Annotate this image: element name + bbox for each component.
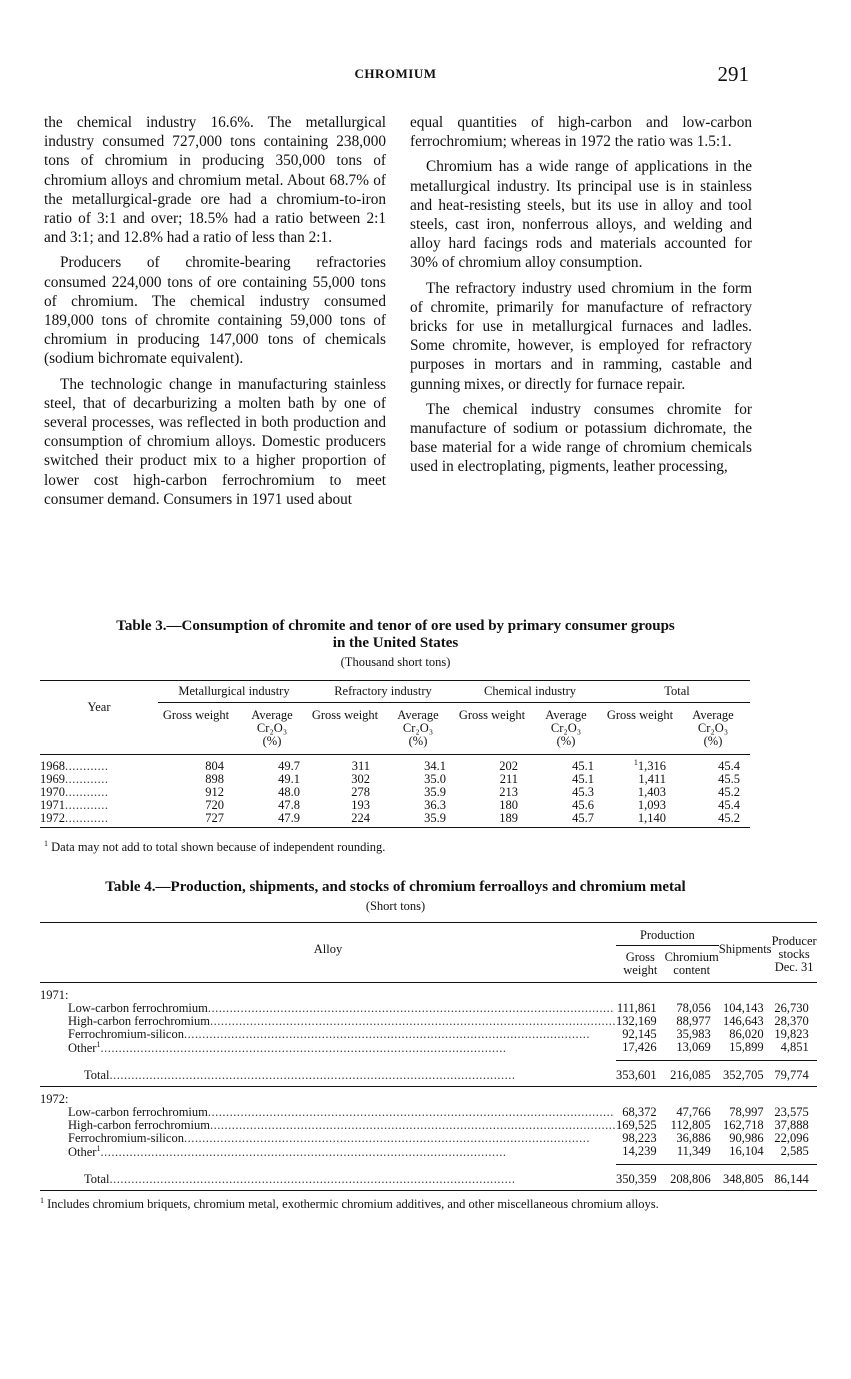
running-title: CHROMIUM <box>354 66 437 81</box>
value-cell: 15,899 <box>729 1040 764 1055</box>
value-cell: 45.1 <box>572 771 594 786</box>
alloy-name: Low-carbon ferrochromium................................................................................................................ <box>68 1002 614 1015</box>
table-row <box>40 1015 817 1028</box>
value-cell: 35,983 <box>676 1027 711 1042</box>
col-alloy: Alloy <box>40 923 616 983</box>
col-shipments: Shipments <box>719 923 772 983</box>
paragraph: the chemical industry 16.6%. The metallurgical industry consumed 727,000 tons containing 238,000 tons of chromium in producing 350,000 tons of chromium alloys and chromium metal. About 68.7% of the metallurgical-grade ore had a chromium-to-iron ratio of 3:1 and over; 18.5% had a ratio between 2:1 and 3:1; and 12.8% had a ratio of less than 2:1. <box>44 114 386 247</box>
value-cell: 86,020 <box>729 1027 764 1042</box>
total-value: 208,806 <box>665 1165 719 1191</box>
year-label: 1972: <box>40 1092 69 1106</box>
value-cell: 14,239 <box>622 1144 657 1159</box>
value-cell: 162,718 <box>722 1118 764 1133</box>
value-cell: 1,140 <box>604 812 676 828</box>
table-row <box>40 1028 817 1041</box>
value-cell: 898 <box>205 771 224 786</box>
table-row <box>40 1132 817 1145</box>
total-label: Total................................................................................................................ <box>40 1165 616 1191</box>
value-cell: $^1$1,316 <box>633 757 666 773</box>
year-cell: 1970............ <box>40 785 109 799</box>
table-row <box>40 812 750 828</box>
value-cell: 78,056 <box>676 1001 711 1016</box>
value-cell: 45.1 <box>572 758 594 773</box>
value-cell: 213 <box>499 784 518 799</box>
group-chemical: Chemical industry <box>456 681 604 703</box>
table-row <box>40 786 750 799</box>
table-row <box>40 754 750 773</box>
value-cell: 180 <box>499 797 518 812</box>
value-cell: 4,851 <box>780 1040 809 1055</box>
sub-average-total: Average Cr₂O₃ (%) <box>692 707 734 748</box>
col-stocks: Producer stocks Dec. 31 <box>772 923 817 983</box>
sub-gross-chemical: Gross weight <box>458 707 526 722</box>
col-content: Chromium content <box>664 950 719 977</box>
paragraph: Chromium has a wide range of applications in the metallurgical industry. Its principal use is in stainless and heat-resisting steels, but its use in alloy and tool steels, cast iron, nonferrous alloys, and welding and alloy hard facings rods and materials accounted for 30% of chromium alloy consumption. <box>410 158 752 272</box>
alloy-name: Other$^1$................................................................................................................ <box>68 1145 507 1159</box>
value-cell: 16,104 <box>729 1144 764 1159</box>
table4-units: (Short tons) <box>365 899 426 913</box>
total-value: 353,601 <box>616 1061 665 1087</box>
col-year: Year <box>87 700 111 714</box>
value-cell: 45.7 <box>528 812 604 828</box>
sub-gross-total: Gross weight <box>606 707 674 722</box>
value-cell: 302 <box>351 771 370 786</box>
total-row <box>40 1165 817 1191</box>
total-value: 216,085 <box>665 1061 719 1087</box>
alloy-name: Other$^1$................................................................................................................ <box>68 1041 507 1055</box>
value-cell: 47.8 <box>278 797 300 812</box>
value-cell: 1,411 <box>638 771 666 786</box>
group-refractory: Refractory industry <box>310 681 456 703</box>
value-cell: 132,169 <box>615 1014 657 1029</box>
page-number: 291 <box>717 62 749 86</box>
table-row <box>40 1106 817 1119</box>
year-label: 1971: <box>40 988 69 1002</box>
sub-gross-metallurgical: Gross weight <box>162 707 230 722</box>
total-value: 79,774 <box>772 1061 817 1087</box>
value-cell: 912 <box>205 784 224 799</box>
value-cell: 23,575 <box>774 1105 809 1120</box>
value-cell: 45.3 <box>572 784 594 799</box>
total-row <box>40 1061 817 1087</box>
value-cell: 22,096 <box>774 1131 809 1146</box>
value-cell: 49.7 <box>278 758 300 773</box>
total-value: 350,359 <box>616 1165 665 1191</box>
value-cell: 45.5 <box>718 771 740 786</box>
year-heading-row <box>40 1087 817 1107</box>
value-cell: 202 <box>499 758 518 773</box>
value-cell: 45.2 <box>718 784 740 799</box>
value-cell: 78,997 <box>729 1105 764 1120</box>
table-row <box>40 799 750 812</box>
alloy-name: High-carbon ferrochromium................................................................................................................ <box>68 1119 616 1132</box>
value-cell: 311 <box>351 758 370 773</box>
value-cell: 720 <box>205 797 224 812</box>
value-cell: 112,805 <box>670 1118 711 1133</box>
col-gross: Gross weight <box>623 950 658 977</box>
value-cell: 146,643 <box>722 1014 764 1029</box>
value-cell: 211 <box>499 771 518 786</box>
total-value: 348,805 <box>719 1165 772 1191</box>
alloy-name: Ferrochromium-silicon................................................................................................................ <box>68 1028 590 1041</box>
group-metallurgical: Metallurgical industry <box>158 681 310 703</box>
group-total: Total <box>604 681 750 703</box>
alloy-name: Ferrochromium-silicon................................................................................................................ <box>68 1132 590 1145</box>
table4 <box>40 922 817 1191</box>
value-cell: 1,093 <box>637 797 666 812</box>
year-cell: 1968............ <box>40 758 109 773</box>
total-value: 86,144 <box>772 1165 817 1191</box>
value-cell: 45.6 <box>572 797 594 812</box>
total-label: Total................................................................................................................ <box>40 1061 616 1087</box>
value-cell: 68,372 <box>622 1105 657 1120</box>
year-heading-row <box>40 983 817 1003</box>
paragraph: The technologic change in manufacturing stainless steel, that of decarburizing a molten bath by one of several processes, was reflected in both production and consumption of chromium alloys. Domestic producers switched their product mix to a higher proportion of lower cost high-carbon ferrochromium to meet consumer demand. Consumers in 1971 used about <box>44 375 386 508</box>
total-value: 352,705 <box>719 1061 772 1087</box>
value-cell: 48.0 <box>278 784 300 799</box>
value-cell: 11,349 <box>676 1144 711 1159</box>
sub-average-chemical: Average Cr₂O₃ (%) <box>545 707 587 748</box>
value-cell: 45.2 <box>676 812 750 828</box>
value-cell: 727 <box>158 812 234 828</box>
table3-footnote: $^1$ Data may not add to total shown because of independent rounding. <box>44 838 386 854</box>
year-cell: 1972............ <box>40 812 158 828</box>
value-cell: 98,223 <box>622 1131 657 1146</box>
left-column <box>44 113 386 515</box>
body-text <box>44 113 752 605</box>
table3-caption: Table 3.—Consumption of chromite and tenor of ore used by primary consumer groups in the United States <box>116 618 675 651</box>
value-cell: 35.0 <box>424 771 446 786</box>
paragraph: The chemical industry consumes chromite for manufacture of sodium or potassium dichromate, the base material for a wide range of chromium chemicals used in electroplating, pigments, leather processing, <box>410 400 752 476</box>
col-production: Production <box>616 923 719 946</box>
sub-average-refractory: Average Cr₂O₃ (%) <box>397 707 439 748</box>
value-cell: 224 <box>310 812 380 828</box>
value-cell: 13,069 <box>676 1040 711 1055</box>
value-cell: 104,143 <box>722 1001 764 1016</box>
value-cell: 17,426 <box>622 1040 657 1055</box>
value-cell: 88,977 <box>676 1014 711 1029</box>
value-cell: 35.9 <box>380 812 456 828</box>
table4-caption: Table 4.—Production, shipments, and stocks of chromium ferroalloys and chromium metal <box>105 879 686 895</box>
paragraph: The refractory industry used chromium in the form of chromite, primarily for manufacture of refractory bricks for use in metallurgical furnaces and ladles. Some chromite, however, is employed for refractory purposes in mortars and in ramming, castable and gunning mixes, or directly for furnace repair. <box>410 279 752 393</box>
value-cell: 26,730 <box>774 1001 809 1016</box>
value-cell: 90,986 <box>729 1131 764 1146</box>
value-cell: 92,145 <box>622 1027 657 1042</box>
value-cell: 36,886 <box>676 1131 711 1146</box>
value-cell: 47,766 <box>676 1105 711 1120</box>
value-cell: 189 <box>456 812 528 828</box>
value-cell: 35.9 <box>424 784 446 799</box>
sub-average-metallurgical: Average Cr₂O₃ (%) <box>251 707 293 748</box>
value-cell: 47.9 <box>234 812 310 828</box>
value-cell: 169,525 <box>615 1118 657 1133</box>
value-cell: 19,823 <box>774 1027 809 1042</box>
paragraph: Producers of chromite-bearing refractories consumed 224,000 tons of ore containing 55,000 tons of chromium. The chemical industry consumed 189,000 tons of chromite containing 59,000 tons of chromium in producing 147,000 tons of chemicals (sodium bichromate equivalent). <box>44 254 386 368</box>
value-cell: 278 <box>351 784 370 799</box>
table4-footnote: $^1$ Includes chromium briquets, chromium metal, exothermic chromium additives, and other miscellaneous chromium alloys. <box>40 1195 659 1211</box>
table3 <box>40 680 750 828</box>
right-column <box>410 113 752 483</box>
value-cell: 45.4 <box>718 758 740 773</box>
table-row <box>40 1041 817 1061</box>
table-row <box>40 1119 817 1132</box>
year-cell: 1969............ <box>40 772 109 786</box>
table-row <box>40 1145 817 1165</box>
paragraph: equal quantities of high-carbon and low-carbon ferrochromium; whereas in 1972 the ratio was 1.5:1. <box>410 114 752 151</box>
value-cell: 36.3 <box>424 797 446 812</box>
value-cell: 804 <box>205 758 224 773</box>
value-cell: 193 <box>351 797 370 812</box>
table-row <box>40 1002 817 1015</box>
page-header <box>40 62 751 88</box>
alloy-name: High-carbon ferrochromium................................................................................................................ <box>68 1015 616 1028</box>
alloy-name: Low-carbon ferrochromium................................................................................................................ <box>68 1106 614 1119</box>
value-cell: 2,585 <box>780 1144 809 1159</box>
year-cell: 1971............ <box>40 798 109 812</box>
value-cell: 28,370 <box>774 1014 809 1029</box>
value-cell: 111,861 <box>616 1001 657 1016</box>
value-cell: 49.1 <box>278 771 300 786</box>
value-cell: 45.4 <box>718 797 740 812</box>
sub-gross-refractory: Gross weight <box>311 707 379 722</box>
table3-units: (Thousand short tons) <box>340 655 451 669</box>
table-row <box>40 773 750 786</box>
value-cell: 34.1 <box>424 758 446 773</box>
value-cell: 1,403 <box>637 784 666 799</box>
value-cell: 37,888 <box>774 1118 809 1133</box>
